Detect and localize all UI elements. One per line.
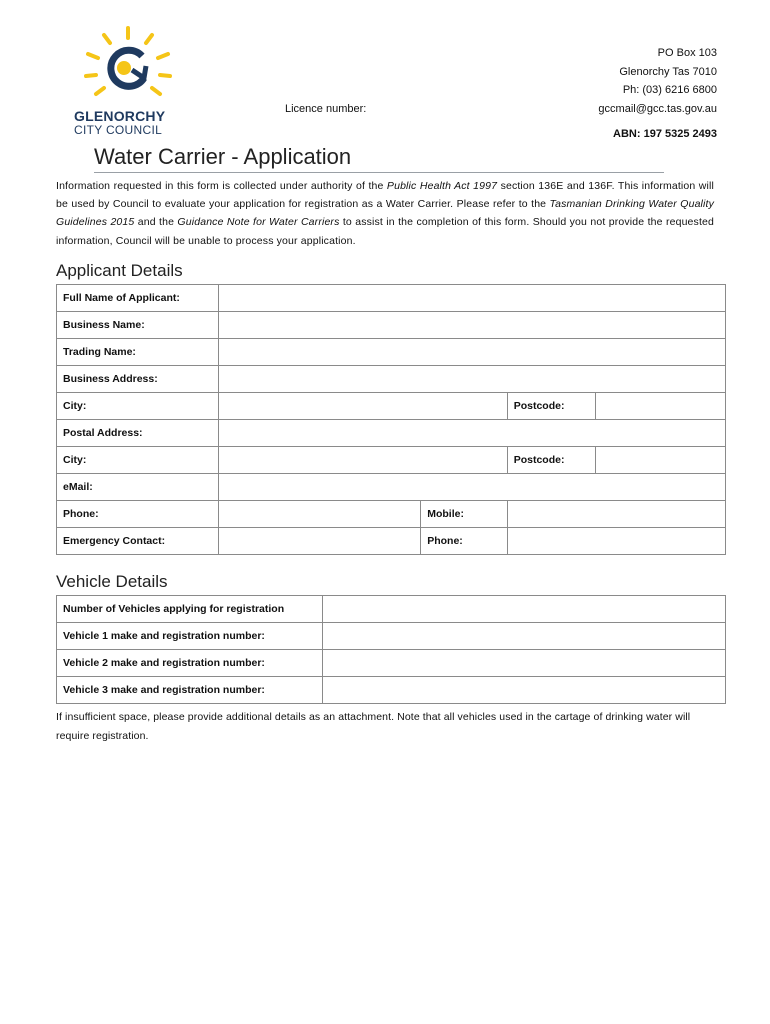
title-divider bbox=[94, 172, 664, 173]
table-row bbox=[57, 623, 726, 650]
mobile-label: Mobile: bbox=[421, 501, 507, 528]
email-field[interactable] bbox=[219, 474, 726, 501]
vehicle-count-field[interactable] bbox=[322, 596, 725, 623]
licence-number-label: Licence number: bbox=[285, 103, 367, 115]
vehicle-footnote: If insufficient space, please provide additional details as an attachment. Note that all vehicles used in the cartage of drinking water will require registration. bbox=[56, 711, 691, 742]
vehicle-2-field[interactable] bbox=[322, 650, 725, 677]
email-label: eMail: bbox=[57, 474, 219, 501]
intro-text-3: and the bbox=[134, 216, 178, 229]
postcode-field[interactable] bbox=[595, 393, 725, 420]
address-line-2: Glenorchy Tas 7010 bbox=[619, 66, 717, 78]
postal-address-label: Postal Address: bbox=[57, 420, 219, 447]
table-row bbox=[57, 650, 726, 677]
full-name-label: Full Name of Applicant: bbox=[57, 285, 219, 312]
business-address-field[interactable] bbox=[219, 366, 726, 393]
intro-text-2: section 136E and 136F. This information will be used by Council to evaluate your application for registration as a Water Carrier. Please refer to the bbox=[56, 180, 714, 211]
mobile-field[interactable] bbox=[507, 501, 725, 528]
address-email: gccmail@gcc.tas.gov.au bbox=[598, 103, 717, 115]
postal-city-label: City: bbox=[57, 447, 219, 474]
page-title: Water Carrier - Application bbox=[94, 144, 352, 169]
logo-subtitle: CITY COUNCIL bbox=[74, 123, 163, 137]
table-row bbox=[57, 312, 726, 339]
guidelines-name: Tasmanian Drinking Water Quality Guidelines 2015 bbox=[56, 198, 714, 229]
table-row bbox=[57, 393, 726, 420]
postal-address-field[interactable] bbox=[219, 420, 726, 447]
business-name-label: Business Name: bbox=[57, 312, 219, 339]
phone-label: Phone: bbox=[57, 501, 219, 528]
phone-field[interactable] bbox=[219, 501, 421, 528]
address-phone: Ph: (03) 6216 6800 bbox=[622, 84, 717, 96]
table-row bbox=[57, 285, 726, 312]
table-row bbox=[57, 447, 726, 474]
applicant-details-heading: Applicant Details bbox=[56, 261, 183, 280]
full-name-field[interactable] bbox=[219, 285, 726, 312]
table-row bbox=[57, 339, 726, 366]
emergency-contact-field[interactable] bbox=[219, 528, 421, 555]
intro-text-1: Information requested in this form is collected under authority of the bbox=[56, 180, 387, 192]
table-row bbox=[57, 596, 726, 623]
council-logo bbox=[74, 26, 184, 136]
applicant-details-table bbox=[56, 284, 726, 555]
table-row bbox=[57, 474, 726, 501]
table-row bbox=[57, 366, 726, 393]
postal-city-field[interactable] bbox=[219, 447, 507, 474]
city-field[interactable] bbox=[219, 393, 507, 420]
emergency-contact-label: Emergency Contact: bbox=[57, 528, 219, 555]
city-label: City: bbox=[57, 393, 219, 420]
emergency-phone-label: Phone: bbox=[421, 528, 507, 555]
postal-postcode-field[interactable] bbox=[595, 447, 725, 474]
vehicle-details-table bbox=[56, 595, 726, 704]
vehicle-1-label: Vehicle 1 make and registration number: bbox=[57, 623, 323, 650]
guidance-note-name: Guidance Note for Water Carriers bbox=[177, 216, 340, 229]
table-row bbox=[57, 420, 726, 447]
vehicle-3-field[interactable] bbox=[322, 677, 725, 704]
intro-text-4: to assist in the completion of this form. Should you not provide the requested information, Council will be unable to process your application. bbox=[56, 216, 714, 247]
business-address-label: Business Address: bbox=[57, 366, 219, 393]
vehicle-details-heading: Vehicle Details bbox=[56, 572, 168, 591]
postcode-label: Postcode: bbox=[507, 393, 595, 420]
vehicle-3-label: Vehicle 3 make and registration number: bbox=[57, 677, 323, 704]
abn: ABN: 197 5325 2493 bbox=[613, 128, 717, 140]
trading-name-field[interactable] bbox=[219, 339, 726, 366]
table-row bbox=[57, 677, 726, 704]
address-line-1: PO Box 103 bbox=[657, 47, 717, 59]
sun-logo-icon bbox=[80, 26, 176, 106]
trading-name-label: Trading Name: bbox=[57, 339, 219, 366]
vehicle-count-label: Number of Vehicles applying for registration bbox=[57, 596, 323, 623]
postal-postcode-label: Postcode: bbox=[507, 447, 595, 474]
vehicle-2-label: Vehicle 2 make and registration number: bbox=[57, 650, 323, 677]
business-name-field[interactable] bbox=[219, 312, 726, 339]
emergency-phone-field[interactable] bbox=[507, 528, 725, 555]
table-row bbox=[57, 501, 726, 528]
act-name: Public Health Act 1997 bbox=[386, 180, 498, 192]
intro-paragraph bbox=[56, 177, 714, 250]
vehicle-1-field[interactable] bbox=[322, 623, 725, 650]
table-row bbox=[57, 528, 726, 555]
logo-name: GLENORCHY bbox=[74, 108, 166, 124]
